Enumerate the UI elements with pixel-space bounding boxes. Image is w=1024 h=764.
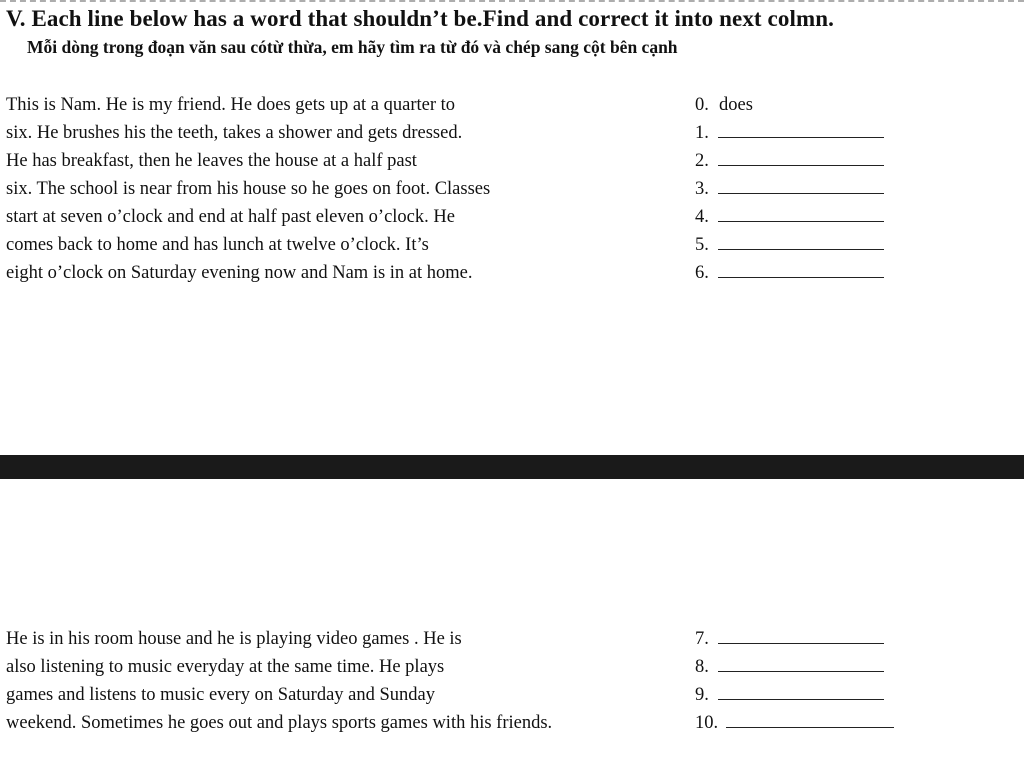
answer-number: 10. (695, 713, 719, 733)
answer-blank[interactable] (718, 627, 884, 644)
answer-blank[interactable] (726, 711, 894, 728)
answer-number: 8. (695, 657, 709, 677)
page-divider-bar (0, 455, 1024, 479)
answer-item-10 (695, 709, 894, 737)
passage-part-1 (6, 91, 490, 287)
passage-line: This is Nam. He is my friend. He does gets up at a quarter to (6, 95, 456, 115)
answer-item-7 (695, 625, 894, 653)
answer-number: 2. (695, 151, 709, 171)
answer-number: 3. (695, 179, 709, 199)
answer-number: 4. (695, 207, 709, 227)
passage-line: He is in his room house and he is playing video games . He is (6, 629, 462, 649)
answer-number: 5. (695, 235, 709, 255)
answer-number: 7. (695, 629, 709, 649)
passage-line: six. He brushes his the teeth, takes a shower and gets dressed. (6, 123, 463, 143)
answer-blank[interactable] (718, 261, 884, 278)
passage-line: eight o’clock on Saturday evening now and Nam is in at home. (6, 263, 473, 283)
passage-line: weekend. Sometimes he goes out and plays sports games with his friends. (6, 713, 553, 733)
answer-blank[interactable] (718, 683, 884, 700)
passage-part-2 (6, 625, 552, 737)
exercise-instruction-vietnamese: Mỗi dòng trong đoạn văn sau cótừ thừa, em hãy tìm ra từ đó và chép sang cột bên cạnh (27, 37, 678, 57)
answer-item-0 (695, 91, 884, 119)
answer-item-3 (695, 175, 884, 203)
answer-number: 1. (695, 123, 709, 143)
exercise-heading: V. Each line below has a word that shouldn’t be.Find and correct it into next colmn. (6, 6, 834, 31)
answer-blank[interactable] (718, 149, 884, 166)
answer-blank[interactable] (718, 655, 884, 672)
answer-item-1 (695, 119, 884, 147)
answer-item-2 (695, 147, 884, 175)
answer-item-5 (695, 231, 884, 259)
answer-column-part-1 (695, 91, 884, 287)
passage-line: start at seven o’clock and end at half past eleven o’clock. He (6, 207, 455, 227)
answer-item-8 (695, 653, 894, 681)
answer-number: 9. (695, 685, 709, 705)
answer-blank[interactable] (718, 121, 884, 138)
answer-number: 0. (695, 95, 709, 115)
passage-line: games and listens to music every on Saturday and Sunday (6, 685, 436, 705)
example-answer: does (719, 95, 753, 115)
answer-number: 6. (695, 263, 709, 283)
answer-item-6 (695, 259, 884, 287)
answer-blank[interactable] (718, 233, 884, 250)
passage-line: also listening to music everyday at the same time. He plays (6, 657, 445, 677)
passage-line: He has breakfast, then he leaves the house at a half past (6, 151, 417, 171)
answer-column-part-2 (695, 625, 894, 737)
passage-line: comes back to home and has lunch at twelve o’clock. It’s (6, 235, 429, 255)
answer-blank[interactable] (718, 177, 884, 194)
passage-line: six. The school is near from his house so he goes on foot. Classes (6, 179, 491, 199)
answer-blank[interactable] (718, 205, 884, 222)
answer-item-9 (695, 681, 894, 709)
answer-item-4 (695, 203, 884, 231)
